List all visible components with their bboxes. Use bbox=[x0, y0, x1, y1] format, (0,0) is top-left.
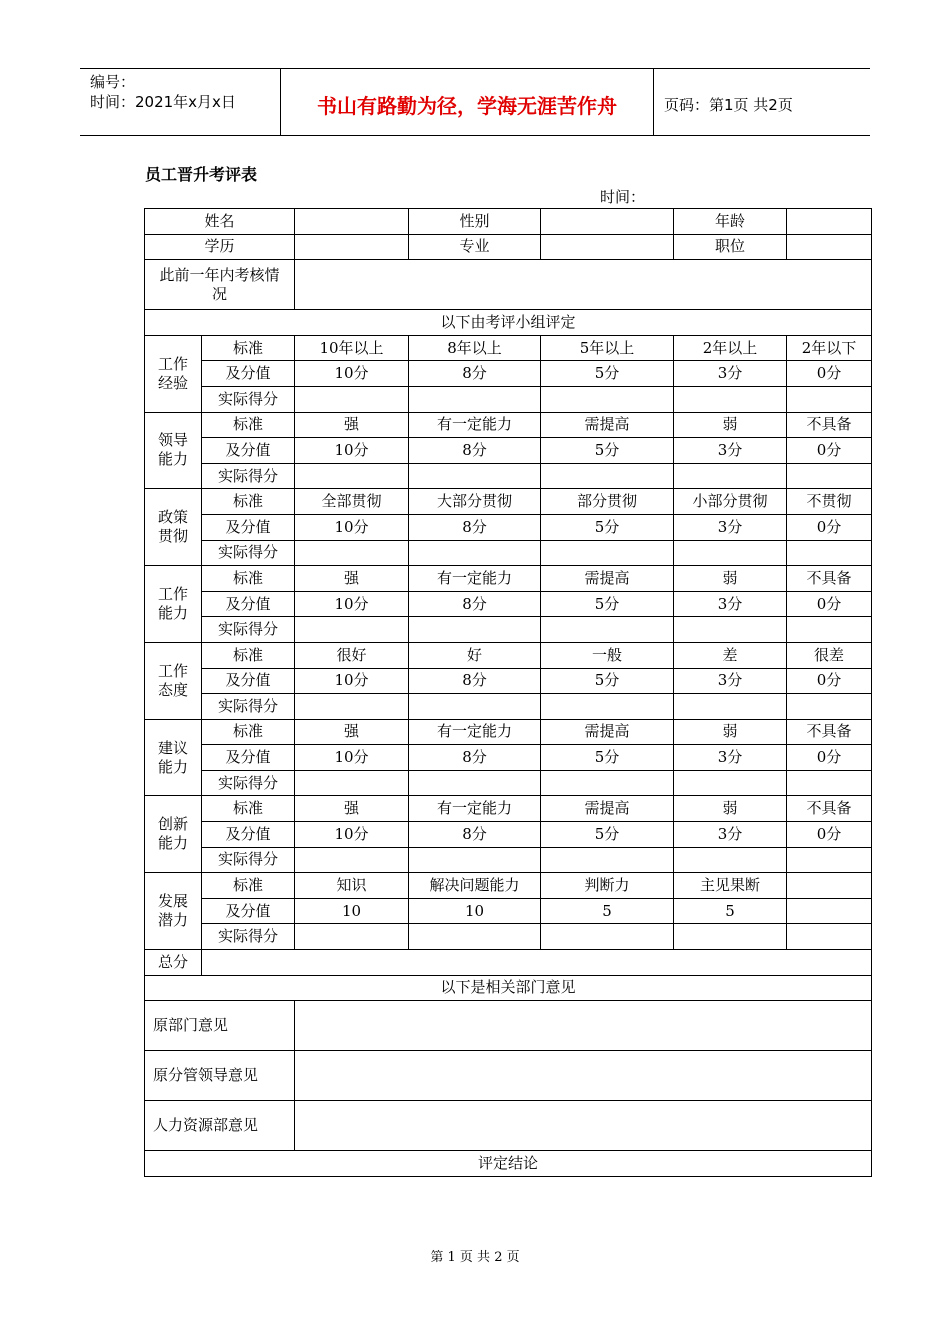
score-label: 及分值 bbox=[202, 745, 295, 771]
actual-score-field[interactable] bbox=[409, 463, 541, 489]
standard-option: 不贯彻 bbox=[787, 489, 872, 515]
actual-score-field[interactable] bbox=[674, 694, 787, 720]
criterion-name: 工作能力 bbox=[145, 566, 202, 643]
score-value: 0分 bbox=[787, 514, 872, 540]
score-value: 5分 bbox=[541, 668, 674, 694]
standard-option: 弱 bbox=[674, 796, 787, 822]
standard-label: 标准 bbox=[202, 642, 295, 668]
score-value: 10 bbox=[295, 898, 409, 924]
standard-option bbox=[787, 873, 872, 899]
actual-score-field[interactable] bbox=[409, 694, 541, 720]
actual-score-field[interactable] bbox=[674, 847, 787, 873]
score-value: 10分 bbox=[295, 361, 409, 387]
motto: 书山有路勤为径，学海无涯苦作舟 bbox=[281, 69, 654, 135]
document-title: 员工晋升考评表 bbox=[145, 165, 258, 184]
actual-score-field[interactable] bbox=[295, 770, 409, 796]
standard-option: 需提高 bbox=[541, 412, 674, 438]
original-dept-opinion-label: 原部门意见 bbox=[145, 1001, 295, 1051]
page-indicator: 页码：第1页 共2页 bbox=[664, 95, 793, 114]
actual-score-field[interactable] bbox=[787, 924, 872, 950]
actual-score-field[interactable] bbox=[409, 924, 541, 950]
position-field[interactable] bbox=[787, 234, 872, 260]
actual-score-field[interactable] bbox=[541, 847, 674, 873]
date-text: 时间：2021年x月x日 bbox=[90, 93, 236, 111]
major-label: 专业 bbox=[409, 234, 541, 260]
actual-score-field[interactable] bbox=[295, 463, 409, 489]
criterion-name: 建议能力 bbox=[145, 719, 202, 796]
score-value: 3分 bbox=[674, 361, 787, 387]
score-value: 5分 bbox=[541, 822, 674, 848]
group-header: 以下由考评小组评定 bbox=[145, 310, 872, 336]
actual-score-label: 实际得分 bbox=[202, 386, 295, 412]
score-value: 5 bbox=[674, 898, 787, 924]
standard-option: 弱 bbox=[674, 412, 787, 438]
supervisor-opinion-field[interactable] bbox=[295, 1051, 872, 1101]
header-meta bbox=[80, 69, 281, 135]
score-value: 5分 bbox=[541, 591, 674, 617]
score-value: 8分 bbox=[409, 591, 541, 617]
criterion-name: 工作态度 bbox=[145, 642, 202, 719]
evaluation-form bbox=[144, 208, 872, 1177]
actual-score-label: 实际得分 bbox=[202, 540, 295, 566]
prior-review-field[interactable] bbox=[295, 260, 872, 310]
time-label: 时间： bbox=[600, 188, 646, 206]
actual-score-field[interactable] bbox=[787, 540, 872, 566]
standard-option: 强 bbox=[295, 796, 409, 822]
standard-option: 很好 bbox=[295, 642, 409, 668]
standard-option: 2年以下 bbox=[787, 335, 872, 361]
total-field[interactable] bbox=[202, 950, 872, 976]
standard-option: 判断力 bbox=[541, 873, 674, 899]
actual-score-field[interactable] bbox=[295, 847, 409, 873]
age-field[interactable] bbox=[787, 209, 872, 235]
actual-score-field[interactable] bbox=[674, 770, 787, 796]
score-value: 0分 bbox=[787, 361, 872, 387]
score-label: 及分值 bbox=[202, 591, 295, 617]
standard-option: 8年以上 bbox=[409, 335, 541, 361]
standard-option: 强 bbox=[295, 412, 409, 438]
actual-score-field[interactable] bbox=[409, 770, 541, 796]
dept-header: 以下是相关部门意见 bbox=[145, 975, 872, 1001]
standard-label: 标准 bbox=[202, 719, 295, 745]
page-footer: 第 1 页 共 2 页 bbox=[430, 1250, 520, 1265]
score-value: 8分 bbox=[409, 514, 541, 540]
score-label: 及分值 bbox=[202, 438, 295, 464]
standard-option: 一般 bbox=[541, 642, 674, 668]
position-label: 职位 bbox=[674, 234, 787, 260]
actual-score-label: 实际得分 bbox=[202, 694, 295, 720]
standard-option: 需提高 bbox=[541, 566, 674, 592]
actual-score-label: 实际得分 bbox=[202, 617, 295, 643]
actual-score-field[interactable] bbox=[295, 617, 409, 643]
actual-score-field[interactable] bbox=[541, 694, 674, 720]
actual-score-field[interactable] bbox=[674, 540, 787, 566]
score-value: 10分 bbox=[295, 591, 409, 617]
criterion-name: 工作经验 bbox=[145, 335, 202, 412]
actual-score-field[interactable] bbox=[295, 540, 409, 566]
actual-score-field[interactable] bbox=[674, 463, 787, 489]
name-field[interactable] bbox=[295, 209, 409, 235]
standard-option: 小部分贯彻 bbox=[674, 489, 787, 515]
standard-option: 部分贯彻 bbox=[541, 489, 674, 515]
score-value: 0分 bbox=[787, 591, 872, 617]
score-label: 及分值 bbox=[202, 822, 295, 848]
score-value: 5分 bbox=[541, 361, 674, 387]
score-value: 8分 bbox=[409, 822, 541, 848]
criterion-name: 政策贯彻 bbox=[145, 489, 202, 566]
standard-option: 全部贯彻 bbox=[295, 489, 409, 515]
criterion-name: 发展潜力 bbox=[145, 873, 202, 950]
standard-option: 知识 bbox=[295, 873, 409, 899]
score-value bbox=[787, 898, 872, 924]
name-label: 姓名 bbox=[145, 209, 295, 235]
score-value: 10分 bbox=[295, 745, 409, 771]
supervisor-opinion-label: 原分管领导意见 bbox=[145, 1051, 295, 1101]
standard-option: 差 bbox=[674, 642, 787, 668]
actual-score-label: 实际得分 bbox=[202, 847, 295, 873]
standard-option: 弱 bbox=[674, 719, 787, 745]
actual-score-field[interactable] bbox=[787, 463, 872, 489]
actual-score-field[interactable] bbox=[409, 386, 541, 412]
score-value: 5 bbox=[541, 898, 674, 924]
standard-option: 弱 bbox=[674, 566, 787, 592]
standard-option: 很差 bbox=[787, 642, 872, 668]
standard-label: 标准 bbox=[202, 335, 295, 361]
score-value: 3分 bbox=[674, 438, 787, 464]
actual-score-label: 实际得分 bbox=[202, 463, 295, 489]
actual-score-field[interactable] bbox=[409, 617, 541, 643]
actual-score-field[interactable] bbox=[674, 924, 787, 950]
standard-option: 强 bbox=[295, 566, 409, 592]
score-value: 3分 bbox=[674, 822, 787, 848]
standard-label: 标准 bbox=[202, 489, 295, 515]
score-label: 及分值 bbox=[202, 361, 295, 387]
score-label: 及分值 bbox=[202, 898, 295, 924]
number-label: 编号： bbox=[90, 73, 136, 91]
score-value: 3分 bbox=[674, 745, 787, 771]
page-header bbox=[80, 68, 870, 136]
standard-option: 需提高 bbox=[541, 796, 674, 822]
standard-option: 主见果断 bbox=[674, 873, 787, 899]
conclusion-label: 评定结论 bbox=[145, 1151, 872, 1177]
standard-label: 标准 bbox=[202, 412, 295, 438]
score-value: 10分 bbox=[295, 822, 409, 848]
score-value: 3分 bbox=[674, 591, 787, 617]
score-value: 10分 bbox=[295, 514, 409, 540]
education-label: 学历 bbox=[145, 234, 295, 260]
score-label: 及分值 bbox=[202, 668, 295, 694]
score-value: 8分 bbox=[409, 361, 541, 387]
standard-label: 标准 bbox=[202, 873, 295, 899]
standard-option: 2年以上 bbox=[674, 335, 787, 361]
standard-label: 标准 bbox=[202, 566, 295, 592]
standard-option: 大部分贯彻 bbox=[409, 489, 541, 515]
standard-option: 不具备 bbox=[787, 566, 872, 592]
actual-score-field[interactable] bbox=[295, 386, 409, 412]
total-label: 总分 bbox=[145, 950, 202, 976]
score-value: 0分 bbox=[787, 822, 872, 848]
actual-score-field[interactable] bbox=[541, 924, 674, 950]
gender-label: 性别 bbox=[409, 209, 541, 235]
score-value: 10分 bbox=[295, 438, 409, 464]
age-label: 年龄 bbox=[674, 209, 787, 235]
score-label: 及分值 bbox=[202, 514, 295, 540]
actual-score-field[interactable] bbox=[787, 386, 872, 412]
standard-option: 不具备 bbox=[787, 719, 872, 745]
standard-option: 不具备 bbox=[787, 796, 872, 822]
actual-score-field[interactable] bbox=[787, 694, 872, 720]
standard-option: 有一定能力 bbox=[409, 412, 541, 438]
actual-score-field[interactable] bbox=[409, 847, 541, 873]
score-value: 3分 bbox=[674, 514, 787, 540]
score-value: 10分 bbox=[295, 668, 409, 694]
gender-field[interactable] bbox=[541, 209, 674, 235]
standard-option: 解决问题能力 bbox=[409, 873, 541, 899]
score-value: 10 bbox=[409, 898, 541, 924]
score-value: 0分 bbox=[787, 745, 872, 771]
actual-score-label: 实际得分 bbox=[202, 770, 295, 796]
major-field[interactable] bbox=[541, 234, 674, 260]
hr-opinion-field[interactable] bbox=[295, 1101, 872, 1151]
actual-score-field[interactable] bbox=[541, 386, 674, 412]
actual-score-field[interactable] bbox=[295, 694, 409, 720]
standard-option: 好 bbox=[409, 642, 541, 668]
score-value: 0分 bbox=[787, 438, 872, 464]
score-value: 5分 bbox=[541, 514, 674, 540]
original-dept-opinion-field[interactable] bbox=[295, 1001, 872, 1051]
score-value: 5分 bbox=[541, 438, 674, 464]
actual-score-field[interactable] bbox=[674, 617, 787, 643]
criterion-name: 领导能力 bbox=[145, 412, 202, 489]
score-value: 8分 bbox=[409, 745, 541, 771]
criterion-name: 创新能力 bbox=[145, 796, 202, 873]
actual-score-field[interactable] bbox=[541, 770, 674, 796]
score-value: 0分 bbox=[787, 668, 872, 694]
score-value: 3分 bbox=[674, 668, 787, 694]
prior-review-label: 此前一年内考核情况 bbox=[145, 260, 295, 310]
score-value: 8分 bbox=[409, 438, 541, 464]
standard-option: 有一定能力 bbox=[409, 796, 541, 822]
actual-score-field[interactable] bbox=[674, 386, 787, 412]
actual-score-field[interactable] bbox=[541, 540, 674, 566]
standard-option: 强 bbox=[295, 719, 409, 745]
actual-score-field[interactable] bbox=[541, 463, 674, 489]
actual-score-field[interactable] bbox=[787, 770, 872, 796]
actual-score-field[interactable] bbox=[295, 924, 409, 950]
standard-label: 标准 bbox=[202, 796, 295, 822]
actual-score-label: 实际得分 bbox=[202, 924, 295, 950]
hr-opinion-label: 人力资源部意见 bbox=[145, 1101, 295, 1151]
standard-option: 不具备 bbox=[787, 412, 872, 438]
standard-option: 需提高 bbox=[541, 719, 674, 745]
actual-score-field[interactable] bbox=[787, 847, 872, 873]
actual-score-field[interactable] bbox=[409, 540, 541, 566]
score-value: 8分 bbox=[409, 668, 541, 694]
education-field[interactable] bbox=[295, 234, 409, 260]
standard-option: 有一定能力 bbox=[409, 566, 541, 592]
standard-option: 10年以上 bbox=[295, 335, 409, 361]
actual-score-field[interactable] bbox=[541, 617, 674, 643]
standard-option: 5年以上 bbox=[541, 335, 674, 361]
score-value: 5分 bbox=[541, 745, 674, 771]
standard-option: 有一定能力 bbox=[409, 719, 541, 745]
actual-score-field[interactable] bbox=[787, 617, 872, 643]
